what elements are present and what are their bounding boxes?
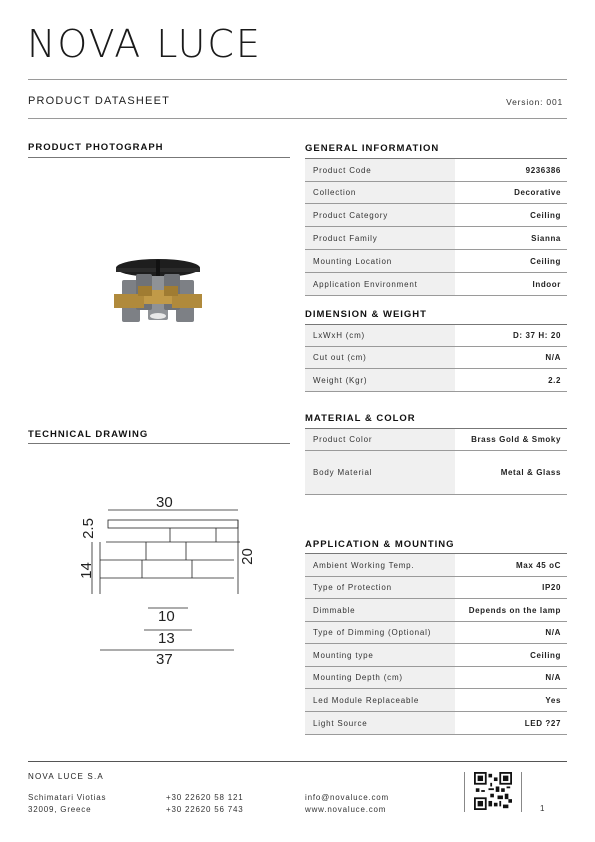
- dim-body-height: 14: [77, 562, 95, 579]
- table-row: Cut out (cm) N/A: [305, 347, 567, 369]
- table-row: Light Source LED ?27: [305, 712, 567, 735]
- footer-address: Schimatari Viotias 32009, Greece: [28, 793, 107, 814]
- section-rule-photo: [28, 157, 290, 158]
- dim-inner-1: 10: [158, 608, 175, 625]
- header-top-rule: [28, 79, 567, 80]
- table-row: Led Module Replaceable Yes: [305, 689, 567, 712]
- table-row: Product Color Brass Gold & Smoky: [305, 429, 567, 451]
- table-row: Product Code 9236386: [305, 159, 567, 182]
- dim-total-height: 20: [238, 548, 256, 565]
- table-row: Mounting Location Ceiling: [305, 250, 567, 273]
- application-table: [305, 554, 567, 735]
- page-number: 1: [540, 804, 545, 813]
- table-row: Weight (Kgr) 2.2: [305, 369, 567, 392]
- section-title-material: MATERIAL & COLOR: [305, 413, 416, 424]
- section-title-application: APPLICATION & MOUNTING: [305, 539, 455, 550]
- header-bottom-rule: [28, 118, 567, 119]
- table-row: Application Environment Indoor: [305, 273, 567, 296]
- dim-diameter: 37: [156, 651, 173, 668]
- version-label: Version: 001: [506, 97, 563, 107]
- footer-contact: [305, 792, 389, 816]
- dim-inner-2: 13: [158, 630, 175, 647]
- footer-phones: +30 22620 58 121 +30 22620 56 743: [166, 793, 244, 814]
- qr-code-icon: [474, 772, 512, 810]
- email-link[interactable]: info@novaluce.com: [305, 793, 389, 802]
- footer-divider-right: [521, 772, 522, 812]
- section-rule-drawing: [28, 443, 290, 444]
- technical-drawing: [78, 490, 258, 670]
- product-photo: [108, 250, 208, 330]
- dimension-table: [305, 325, 567, 392]
- table-row: Collection Decorative: [305, 182, 567, 204]
- dim-cap-height: 2.5: [79, 518, 97, 539]
- footer-rule: [28, 761, 567, 762]
- table-row: Type of Dimming (Optional) N/A: [305, 622, 567, 644]
- table-row: Mounting Depth (cm) N/A: [305, 667, 567, 689]
- section-title-drawing: TECHNICAL DRAWING: [28, 429, 149, 440]
- table-row: Ambient Working Temp. Max 45 oC: [305, 554, 567, 577]
- section-title-photo: PRODUCT PHOTOGRAPH: [28, 142, 164, 153]
- general-info-table: [305, 159, 567, 296]
- website-link[interactable]: www.novaluce.com: [305, 805, 387, 814]
- table-row: Dimmable Depends on the lamp: [305, 599, 567, 622]
- table-row: Mounting type Ceiling: [305, 644, 567, 667]
- table-row: Type of Protection IP20: [305, 577, 567, 599]
- section-title-general: GENERAL INFORMATION: [305, 143, 440, 154]
- material-table: [305, 429, 567, 495]
- page-title: PRODUCT DATASHEET: [28, 95, 171, 107]
- brand-logo: NOVA LUCE: [27, 22, 262, 66]
- section-title-dimension: DIMENSION & WEIGHT: [305, 309, 427, 320]
- table-row: Body Material Metal & Glass: [305, 451, 567, 495]
- footer-divider-left: [464, 772, 465, 812]
- table-row: LxWxH (cm) D: 37 H: 20: [305, 325, 567, 347]
- footer-company: NOVA LUCE S.A: [28, 772, 104, 781]
- table-row: Product Category Ceiling: [305, 204, 567, 227]
- table-row: Product Family Sianna: [305, 227, 567, 250]
- dim-top-width: 30: [156, 494, 173, 511]
